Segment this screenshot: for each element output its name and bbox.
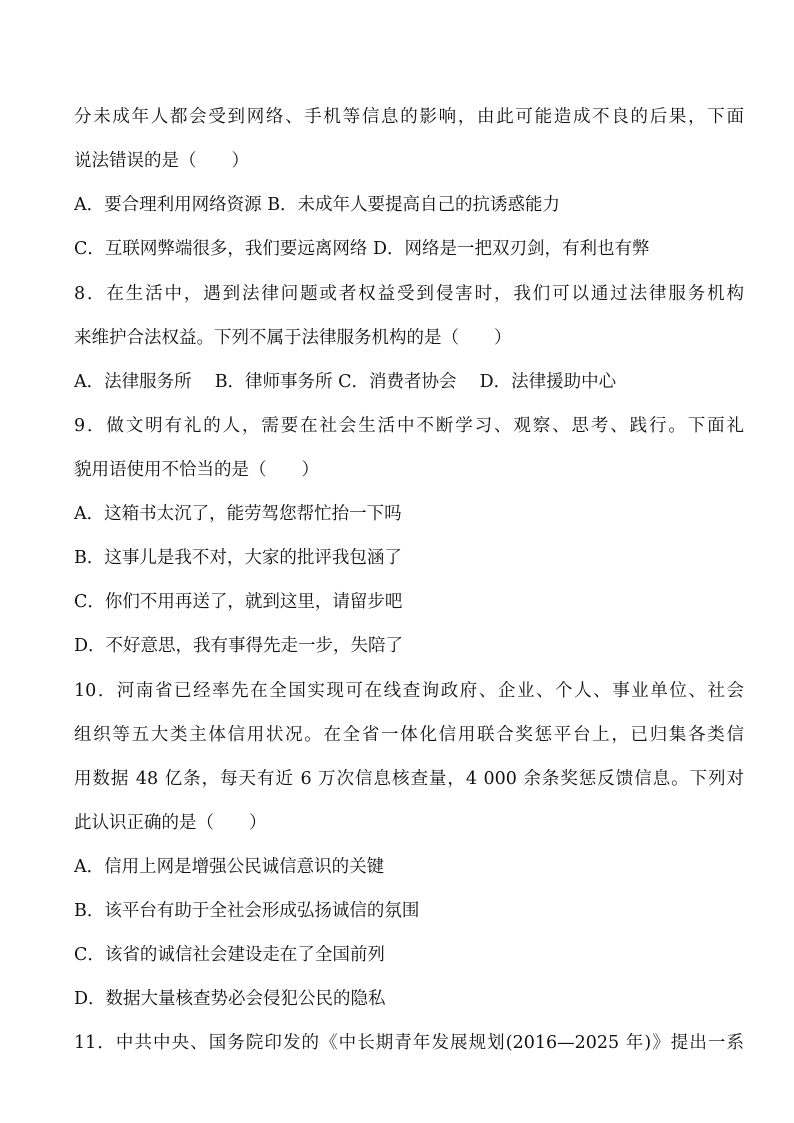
text-line: 说法错误的是（ ） <box>74 151 249 171</box>
option-line: B．该平台有助于全社会形成弘扬诚信的氛围 <box>74 901 420 921</box>
text-line: 用数据 48 亿条，每天有近 6 万次信息核查量，4 000 余条奖惩反馈信息。下列对 <box>74 769 744 789</box>
option-line: D．数据大量核查势必会侵犯公民的隐私 <box>74 989 386 1009</box>
option-line: C．互联网弊端很多，我们要远离网络 D．网络是一把双刃剑，有利也有弊 <box>74 239 650 259</box>
option-line: C．你们不用再送了，就到这里，请留步吧 <box>74 592 403 612</box>
text-line: 来维护合法权益。下列不属于法律服务机构的是（ ） <box>74 328 512 348</box>
option-line: D．不好意思，我有事得先走一步，失陪了 <box>74 636 404 656</box>
option-line: A．这箱书太沉了，能劳驾您帮忙抬一下吗 <box>74 504 402 524</box>
option-line: A．要合理利用网络资源 B．未成年人要提高自己的抗诱惑能力 <box>74 195 561 215</box>
question-9-line: 9．做文明有礼的人，需要在社会生活中不断学习、观察、思考、践行。下面礼 <box>74 416 744 436</box>
text-line: 貌用语使用不恰当的是（ ） <box>74 460 319 480</box>
text-line: 分未成年人都会受到网络、手机等信息的影响，由此可能造成不良的后果，下面 <box>74 107 744 127</box>
option-line: C．该省的诚信社会建设走在了全国前列 <box>74 945 385 965</box>
text-line: 组织等五大类主体信用状况。在全省一体化信用联合奖惩平台上，已归集各类信 <box>74 725 744 745</box>
option-line: A．法律服务所 B．律师事务所 C．消费者协会 D．法律援助中心 <box>74 372 617 392</box>
question-10-line: 10．河南省已经率先在全国实现可在线查询政府、企业、个人、事业单位、社会 <box>74 681 744 701</box>
question-8-line: 8．在生活中，遇到法律问题或者权益受到侵害时，我们可以通过法律服务机构 <box>74 284 744 304</box>
question-11-line: 11．中共中央、国务院印发的《中长期青年发展规划(2016—2025 年)》提出一系 <box>74 1033 744 1053</box>
text-line: 此认识正确的是（ ） <box>74 813 267 833</box>
option-line: B．这事儿是我不对，大家的批评我包涵了 <box>74 548 402 568</box>
option-line: A．信用上网是增强公民诚信意识的关键 <box>74 857 385 877</box>
